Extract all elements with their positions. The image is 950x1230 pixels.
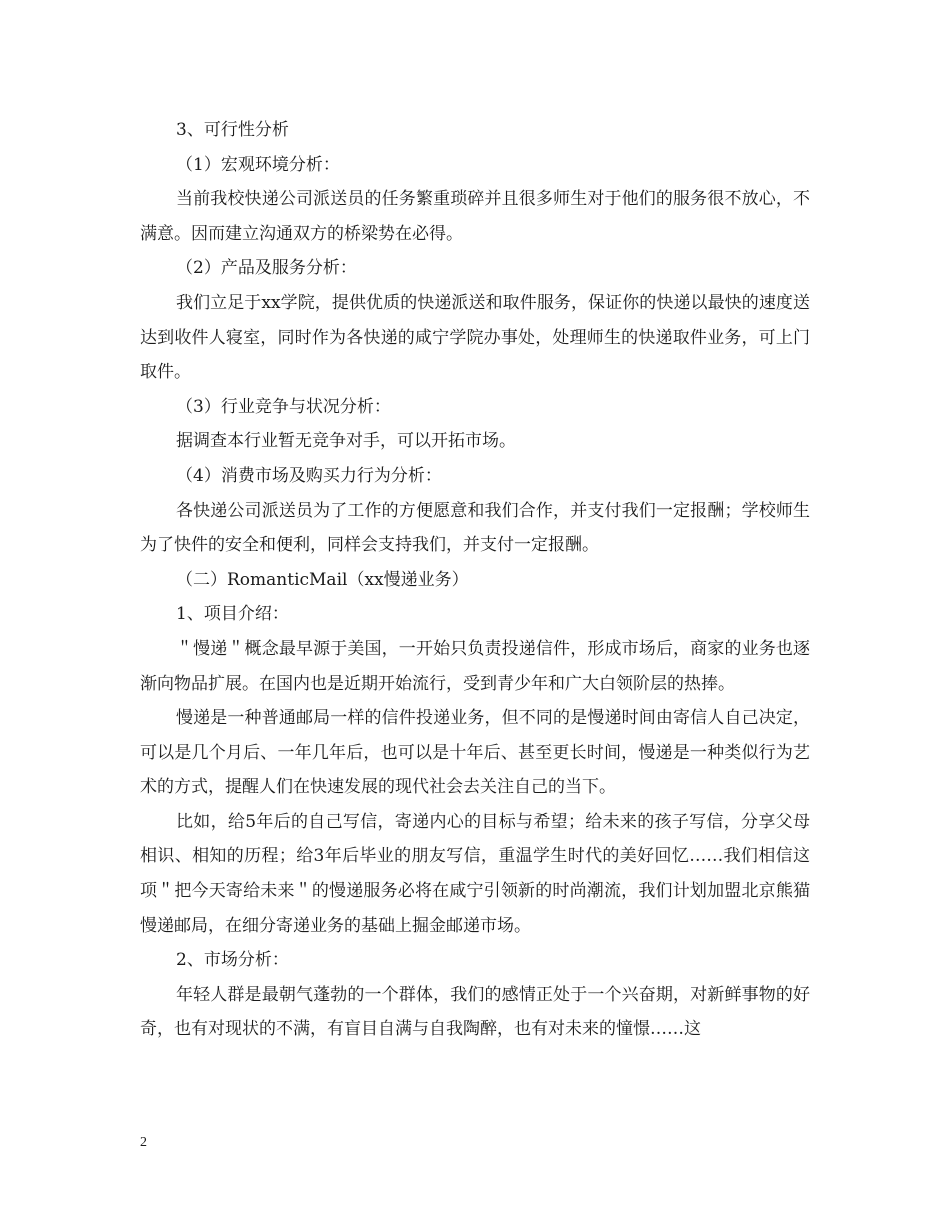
subheading-project-intro: 1、项目介绍： (176, 604, 289, 625)
subheading-product-service: （2）产品及服务分析： (176, 258, 357, 279)
document-body (140, 113, 810, 1047)
page-number: 2 (140, 1135, 147, 1150)
paragraph-consumer-market: 各快递公司派送员为了工作的方便愿意和我们合作，并支付我们一定报酬；学校师生为了快件的安全和便利，同样会支持我们，并支付一定报酬。 (140, 500, 810, 556)
paragraph-product-service: 我们立足于xx学院，提供优质的快递派送和取件服务，保证你的快递以最快的速度送达到收件人寝室，同时作为各快递的咸宁学院办事处，处理师生的快递取件业务，可上门取件。 (140, 292, 810, 383)
paragraph-macro-environment: 当前我校快递公司派送员的任务繁重琐碎并且很多师生对于他们的服务很不放心，不满意。因而建立沟通双方的桥梁势在必得。 (140, 189, 810, 244)
paragraph-slow-mail-definition: 慢递是一种普通邮局一样的信件投递业务，但不同的是慢递时间由寄信人自己决定，可以是几个月后、一年几年后，也可以是十年后、甚至更长时间，慢递是一种类似行为艺术的方式，提醒人们在快速发展的现代社会去关注自己的当下。 (140, 708, 810, 798)
subheading-competition: （3）行业竞争与状况分析： (176, 396, 391, 417)
paragraph-market-analysis: 年轻人群是最朝气蓬勃的一个群体，我们的感情正处于一个兴奋期，对新鲜事物的好奇，也有对现状的不满，有盲目自满与自我陶醉，也有对未来的憧憬……这 (140, 984, 810, 1040)
subheading-consumer-market: （4）消费市场及购买力行为分析： (176, 465, 442, 486)
section-heading-feasibility: 3、可行性分析 (176, 120, 289, 140)
paragraph-competition: 据调查本行业暂无竞争对手，可以开拓市场。 (176, 431, 516, 452)
paragraph-slow-mail-examples: 比如，给5年后的自己写信，寄递内心的目标与希望；给未来的孩子写信，分享父母相识、相知的历程；给3年后毕业的朋友写信，重温学生时代的美好回忆……我们相信这项＂把今天寄给未来＂的慢递服务必将在咸宁引领新的时尚潮流，我们计划加盟北京熊猫慢递邮局，在细分寄递业务的基础上掘金邮递市场。 (140, 811, 810, 936)
subheading-market-analysis: 2、市场分析： (176, 950, 289, 971)
section-heading-romantic-mail: （二）RomanticMail（xx慢递业务） (176, 569, 469, 590)
subheading-macro-environment: （1）宏观环境分析： (176, 154, 340, 175)
paragraph-slow-mail-origin: ＂慢递＂概念最早源于美国，一开始只负责投递信件，形成市场后，商家的业务也逐渐向物品扩展。在国内也是近期开始流行，受到青少年和广大白领阶层的热捧。 (140, 638, 810, 694)
